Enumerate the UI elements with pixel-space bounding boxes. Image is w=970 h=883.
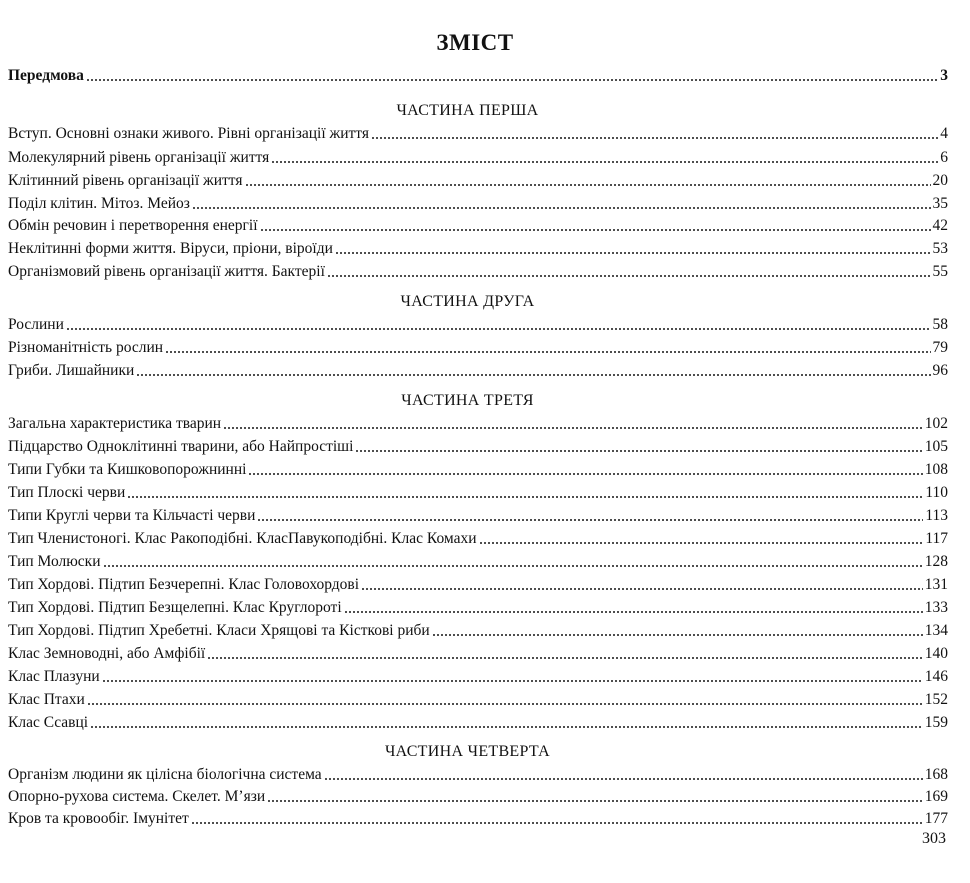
dot-leader <box>191 821 923 825</box>
dot-leader <box>127 495 923 499</box>
dot-leader <box>361 587 923 591</box>
toc-entry-page: 152 <box>924 691 948 708</box>
toc-entry-page: 42 <box>932 217 948 234</box>
toc-entry-text: Різноманітність рослин <box>8 339 164 356</box>
toc-entry-page: 6 <box>940 149 948 166</box>
toc-entry-page: 55 <box>932 263 948 280</box>
dot-leader <box>165 350 930 354</box>
dot-leader <box>271 160 938 164</box>
toc-entry-text: Тип Хордові. Підтип Безщелепні. Клас Круглороті <box>8 599 342 616</box>
toc-entry-text: Клас Земноводні, або Амфібії <box>8 645 206 662</box>
toc-entry-text: Тип Плоскі черви <box>8 484 126 501</box>
toc-entry-text: Тип Молюски <box>8 553 101 570</box>
toc-entry-text: Вступ. Основні ознаки живого. Рівні організації життя <box>8 125 370 142</box>
toc-entry <box>8 171 948 191</box>
dot-leader <box>479 541 924 545</box>
toc-entry-page: 108 <box>924 461 948 478</box>
toc-entry <box>8 621 948 641</box>
toc-entry-page: 4 <box>940 125 948 142</box>
dot-leader <box>207 656 923 660</box>
dot-leader <box>66 327 931 331</box>
toc-entry-text: Гриби. Лишайники <box>8 362 135 379</box>
page-number: 303 <box>922 830 946 847</box>
toc-entry-text: Поділ клітин. Мітоз. Мейоз <box>8 195 190 212</box>
part-heading: ЧАСТИНА ТРЕТЯ <box>401 392 534 409</box>
toc-entry-text: Клас Ссавці <box>8 714 89 731</box>
toc-entry <box>8 124 948 144</box>
toc-entry <box>8 148 948 168</box>
toc-entry-page: 58 <box>932 316 948 333</box>
toc-entry-page: 102 <box>924 415 948 432</box>
toc-entry-text: Клас Птахи <box>8 691 85 708</box>
toc-entry <box>8 575 948 595</box>
dot-leader <box>335 251 931 255</box>
toc-entry-page: 128 <box>924 553 948 570</box>
toc-entry <box>8 483 948 503</box>
dot-leader <box>86 78 938 82</box>
dot-leader <box>245 183 931 187</box>
dot-leader <box>324 777 923 781</box>
toc-entry-text: Опорно-рухова система. Скелет. М’язи <box>8 788 266 805</box>
toc-entry-page: 110 <box>925 484 948 501</box>
toc-entry-text: Організмовий рівень організації життя. Бактерії <box>8 263 325 280</box>
toc-entry <box>8 414 948 434</box>
toc-entry-page: 168 <box>924 766 948 783</box>
toc-entry-page: 53 <box>932 240 948 257</box>
toc-entry <box>8 713 948 733</box>
toc-entry <box>8 194 948 214</box>
dot-leader <box>257 518 923 522</box>
toc-entry-page: 177 <box>924 810 948 827</box>
toc-entry-text: Передмова <box>8 67 84 84</box>
toc-entry-text: Неклітинні форми життя. Віруси, пріони, віроїди <box>8 240 333 257</box>
toc-entry <box>8 552 948 572</box>
toc-entry-text: Типи Круглі черви та Кільчасті черви <box>8 507 256 524</box>
toc-entry-text: Підцарство Одноклітинні тварини, або Найпростіші <box>8 438 354 455</box>
toc-entry-text: Клас Плазуни <box>8 668 100 685</box>
toc-entry-page: 133 <box>924 599 948 616</box>
toc-entry-intro <box>8 66 948 86</box>
dot-leader <box>223 426 923 430</box>
toc-entry <box>8 667 948 687</box>
toc-entry <box>8 460 948 480</box>
toc-entry-page: 79 <box>932 339 948 356</box>
toc-entry <box>8 437 948 457</box>
dot-leader <box>267 799 923 803</box>
toc-entry-text: Тип Членистоногі. Клас Ракоподібні. КласПавукоподібні. Клас Комахи <box>8 530 477 547</box>
toc-entry-text: Загальна характеристика тварин <box>8 415 222 432</box>
toc-entry <box>8 338 948 358</box>
toc-entry <box>8 315 948 335</box>
toc-entry-page: 159 <box>924 714 948 731</box>
toc-entry <box>8 506 948 526</box>
dot-leader <box>90 725 923 729</box>
toc-entry <box>8 787 948 807</box>
dot-leader <box>371 136 938 140</box>
toc-entry <box>8 529 948 549</box>
part-heading: ЧАСТИНА ДРУГА <box>400 293 535 310</box>
dot-leader <box>102 679 923 683</box>
toc-entry <box>8 644 948 664</box>
toc-entry-page: 134 <box>924 622 948 639</box>
toc-entry-text: Типи Губки та Кишковопорожнинні <box>8 461 247 478</box>
toc-entry-text: Кров та кровообіг. Імунітет <box>8 810 189 827</box>
toc-entry-page: 20 <box>932 172 948 189</box>
toc-entry-page: 117 <box>925 530 948 547</box>
toc-entry-page: 35 <box>932 195 948 212</box>
part-heading: ЧАСТИНА ЧЕТВЕРТА <box>384 743 551 760</box>
dot-leader <box>355 449 922 453</box>
toc-entry-page: 140 <box>924 645 948 662</box>
part-heading: ЧАСТИНА ПЕРША <box>396 102 539 119</box>
toc-entry-text: Тип Хордові. Підтип Безчерепні. Клас Головохордові <box>8 576 360 593</box>
toc-entry <box>8 361 948 381</box>
toc-entry-text: Молекулярний рівень організації життя <box>8 149 270 166</box>
toc-entry <box>8 262 948 282</box>
toc-entry-text: Клітинний рівень організації життя <box>8 172 243 189</box>
toc-entry <box>8 765 948 785</box>
dot-leader <box>136 373 930 377</box>
dot-leader <box>192 206 931 210</box>
toc-entry-text: Рослини <box>8 316 64 333</box>
toc-entry-text: Тип Хордові. Підтип Хребетні. Класи Хрящові та Кісткові риби <box>8 622 430 639</box>
toc-entry-page: 96 <box>932 362 948 379</box>
toc-entry-page: 146 <box>924 668 948 685</box>
dot-leader <box>103 564 923 568</box>
dot-leader <box>327 274 931 278</box>
toc-entry <box>8 216 948 236</box>
dot-leader <box>248 472 922 476</box>
toc-entry-page: 131 <box>924 576 948 593</box>
dot-leader <box>432 633 923 637</box>
dot-leader <box>87 702 923 706</box>
toc-entry-page: 169 <box>924 788 948 805</box>
toc-entry-page: 105 <box>924 438 948 455</box>
toc-entry <box>8 239 948 259</box>
toc-entry-text: Обмін речовин і перетворення енергії <box>8 217 258 234</box>
toc-entry <box>8 809 948 829</box>
toc-entry-text: Організм людини як цілісна біологічна система <box>8 766 322 783</box>
toc-entry <box>8 690 948 710</box>
toc-entry-page: 3 <box>940 67 948 84</box>
page-title: ЗМІСТ <box>436 30 514 55</box>
dot-leader <box>344 610 923 614</box>
toc-entry-page: 113 <box>925 507 948 524</box>
dot-leader <box>260 228 931 232</box>
toc-entry <box>8 598 948 618</box>
